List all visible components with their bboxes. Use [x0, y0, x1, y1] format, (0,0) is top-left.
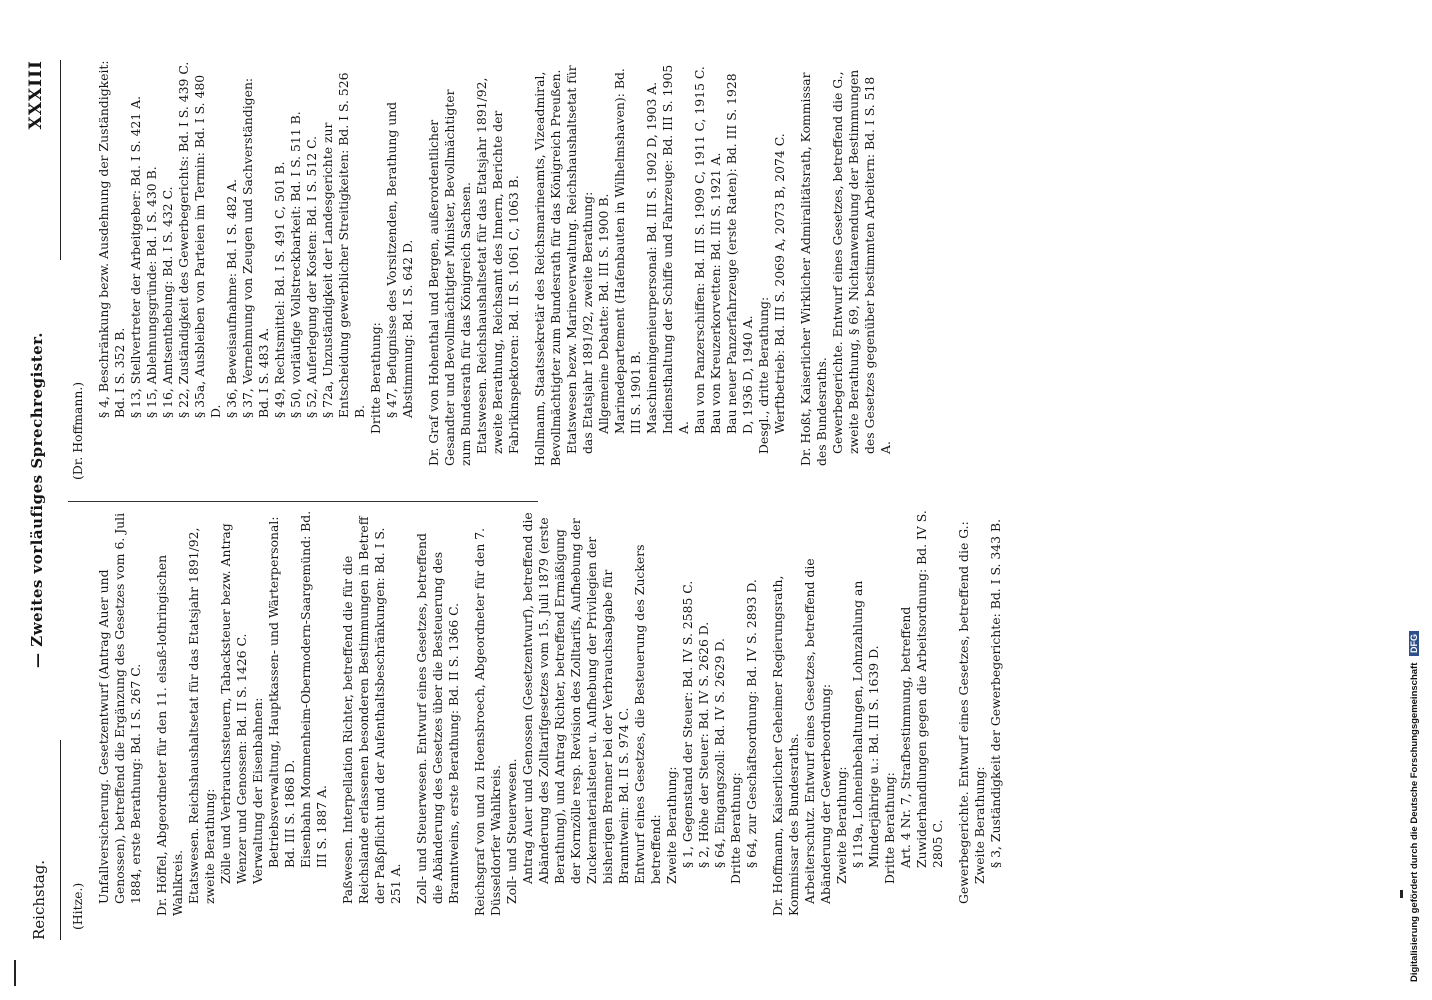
register-entry — [770, 510, 946, 930]
entry-line: § 36, Beweisaufnahme: Bd. I S. 482 A. — [224, 178, 239, 418]
entry-heading: Reichsgraf von und zu Hoensbroech, Abgeordneter für den 7. Düsseldorfer Wahlkreis. — [472, 527, 503, 916]
entry-heading: Dr. Graf von Hohenthal und Bergen, außerordentlicher Gesandter und Bevollmächtigter Minister, Bevollmächtigter zum Bundesrath für das Königreich Sachsen. — [426, 89, 473, 466]
entry-heading: Dr. Hoßt, Kaiserlicher Wirklicher Admiralitätsrath, Kommissar des Bundesraths. — [798, 72, 829, 466]
entry-heading: Gewerbegerichte. Entwurf eines Gesetzes, betreffend die G.: — [956, 521, 971, 904]
column-separator — [68, 501, 538, 502]
scan-edge-mark — [14, 960, 16, 986]
entry-heading: (Hitze.) — [70, 882, 85, 930]
entry-heading: Paßwesen. Interpellation Richter, betreffend die für die Reichslande erlassenen besonderen Bestimmungen in Betreff der Paßpflicht und der Aufenthaltsbeschränkungen: Bd. I S. 251 A. — [340, 516, 403, 904]
entry-line: Werftbetrieb: Bd. III S. 2069 A, 2073 B, 2074 C. — [772, 133, 787, 434]
page-number: XXXIII — [26, 60, 46, 130]
digitization-note — [1409, 20, 1423, 980]
entry-line: § 13, Stellvertreter der Arbeitgeber: Bd. I S. 421 A. — [128, 95, 143, 418]
entry-line: Etatswesen bezw. Marineverwaltung. Reichshaushaltsetat für das Etatsjahr 1891/92, zweite Berathung: — [564, 65, 595, 454]
right-column — [70, 60, 904, 480]
scan-speck — [1400, 890, 1403, 898]
entry-line: Entwurf eines Gesetzes, die Besteuerung des Zuckers betreffend: — [632, 544, 663, 884]
entry-line: Zölle und Verbrauchssteuern, Tabacksteuer bezw. Antrag Wenzer und Genossen: Bd. II S. 1426 C. — [218, 523, 249, 884]
entry-line: § 49, Rechtsmittel: Bd. I S. 491 C, 501 B. — [272, 161, 287, 418]
register-entry — [414, 510, 462, 930]
header-title: — Zweites vorläufiges Sprechregister. — [28, 332, 46, 668]
entry-line: § 2, Höhe der Steuer: Bd. IV S. 2626 D. — [696, 621, 711, 868]
page-header — [24, 40, 54, 960]
entry-line: Zoll- und Steuerwesen. — [504, 758, 519, 904]
register-entry — [96, 60, 416, 480]
entry-line: § 3, Zuständigkeit der Gewerbegerichte: Bd. I S. 343 B. — [988, 518, 1003, 868]
entry-line: Art. 4 Nr. 7, Strafbestimmung, betreffend Zuwiderhandlungen gegen die Arbeitsordnung: Bd. IV S. 2805 C. — [898, 510, 945, 868]
entry-line: § 119a, Lohneinbehaltungen, Lohnzahlung an Minderjährige u.: Bd. III S. 1639 D. — [850, 580, 881, 868]
entry-line: Dritte Berathung: — [728, 772, 743, 884]
header-rule-right — [60, 60, 61, 260]
entry-line: Zweite Berathung: — [834, 766, 849, 884]
register-entry — [70, 510, 86, 930]
entry-line: Zweite Berathung: — [664, 766, 679, 884]
entry-line: Zweite Berathung: — [972, 766, 987, 884]
entry-heading: Dr. Hoffmann, Kaiserlicher Geheimer Regierungsrath, Kommissar des Bundesraths. — [770, 575, 801, 916]
entry-line: § 50, vorläufige Vollstreckbarkeit: Bd. I S. 511 B. — [288, 111, 303, 418]
dfg-logo: DFG — [1409, 631, 1419, 656]
entry-line: Betriebsverwaltung, Hauptkassen- und Wärterpersonal: Bd. III S. 1868 D. — [266, 516, 297, 868]
entry-line: Dritte Berathung: — [882, 772, 897, 884]
register-entry — [956, 510, 1004, 930]
entry-line: Eisenbahn Mommenheim-Obermodern-Saargemünd: Bd. III S. 1887 A. — [298, 510, 329, 868]
register-entry — [798, 60, 894, 480]
entry-line: Bau neuer Panzerfahrzeuge (erste Raten): Bd. III S. 1928 D, 1936 D, 1940 A. — [724, 73, 755, 434]
entry-heading: Hollmann, Staatssekretär des Reichsmarineamts, Vizeadmiral, Bevollmächtigter zum Bundesrath für das Königreich Preußen. — [532, 69, 563, 466]
register-entry — [70, 60, 86, 480]
register-entry — [426, 60, 522, 480]
register-entry — [96, 510, 144, 930]
entry-line: Verwaltung der Eisenbahnen: — [250, 697, 265, 884]
entry-line: Arbeiterschutz. Entwurf eines Gesetzes, betreffend die Abänderung der Gewerbeordnung: — [802, 558, 833, 904]
entry-line: Gewerbegerichte. Entwurf eines Gesetzes, betreffend die G., zweite Berathung, § 69, Nichtanwendung der Bestimmungen des Gesetzes gegenüber bestimmten Arbeitern: Bd. I S. 518 A. — [830, 69, 893, 454]
entry-line: § 16, Amtsenthebung: Bd. I S. 432 C. — [160, 186, 175, 418]
entry-heading: § 4, Beschränkung bezw. Ausdehnung der Zuständigkeit: Bd. I S. 352 B. — [96, 60, 127, 418]
entry-line: Bau von Kreuzerkorvetten: Bd. III S. 1921 A. — [708, 152, 723, 434]
entry-line: § 47, Befugnisse des Vorsitzenden, Berathung und Abstimmung: Bd. I S. 642 D. — [384, 101, 415, 418]
entry-line: § 15, Ablehnungsgründe: Bd. I S. 430 B. — [144, 166, 159, 418]
entry-line: § 1, Gegenstand der Steuer: Bd. IV S. 2585 C. — [680, 580, 695, 868]
entry-line: § 37, Vernehmung von Zeugen und Sachverständigen: Bd. I S. 483 A. — [240, 77, 271, 418]
entry-heading: Unfallversicherung. Gesetzentwurf (Antrag Auer und Genossen), betreffend die Ergänzung des Gesetzes vom 6. Juli 1884, erste Berathung: Bd. I S. 267 C. — [96, 512, 143, 904]
entry-heading: Zoll- und Steuerwesen. Entwurf eines Gesetzes, betreffend die Abänderung des Gesetzes über die Besteuerung des Branntweins, erste Berathung: Bd. II S. 1366 C. — [414, 533, 461, 904]
digitization-text: Digitalisierung gefördert durch die Deutsche Forschungsgemeinschaft — [1409, 662, 1420, 982]
entry-line: § 22, Zuständigkeit des Gewerbegerichts: Bd. I S. 439 C. — [176, 61, 191, 418]
entry-line: § 52, Auferlegung der Kosten: Bd. I S. 512 C. — [304, 135, 319, 418]
entry-line: § 72a, Unzuständigkeit der Landesgerichte zur Entscheidung gewerblicher Streitigkeiten: Bd. I S. 526 B. — [320, 72, 367, 418]
entry-line: Desgl., dritte Berathung: — [756, 296, 771, 454]
entry-heading: (Dr. Hoffmann.) — [70, 381, 85, 480]
entry-line: Etatswesen. Reichshaushaltsetat für das Etatsjahr 1891/92, zweite Berathung: — [186, 527, 217, 904]
entry-line: § 35a, Ausbleiben von Parteien im Termin: Bd. I S. 480 D. — [192, 74, 223, 418]
register-entry — [340, 510, 404, 930]
header-left: Reichstag. — [30, 859, 48, 940]
entry-line: Dritte Berathung: — [368, 322, 383, 434]
entry-line: Antrag Auer und Genossen (Gesetzentwurf), betreffend die Abänderung des Zolltarifgesetzes vom 15. Juli 1879 (erste Berathung), und Antrag Richter, betreffend Ermäßigung der Kornzölle resp. Revision des Zolltarifs, Aufhebung der Zuckermaterialsteuer u. Aufhebung der Privilegien der bisherigen Brenner bei der Verbrauchsabgabe für Branntwein: Bd. II S. 974 C. — [520, 512, 631, 884]
register-entry — [154, 510, 330, 930]
entry-line: Maschineningenieurpersonal: Bd. III S. 1902 D, 1903 A. — [644, 81, 659, 434]
left-column — [70, 510, 1014, 930]
entry-line: Indiensthaltung der Schiffe und Fahrzeuge: Bd. III S. 1905 A. — [660, 64, 691, 434]
entry-line: § 64, Eingangszoll: Bd. IV S. 2629 D. — [712, 638, 727, 868]
entry-line: § 64, zur Geschäftsordnung: Bd. IV S. 2893 D. — [744, 579, 759, 868]
header-rule-left — [60, 740, 61, 940]
entry-heading: Dr. Höffel, Abgeordneter für den 11. elsaß-lothringischen Wahlkreis. — [154, 554, 185, 916]
register-entry — [532, 60, 788, 480]
entry-line: Allgemeine Debatte: Bd. III S. 1900 B. — [596, 193, 611, 434]
entry-line: Etatswesen. Reichshaushaltsetat für das Etatsjahr 1891/92, zweite Berathung, Reichsamt des Innern, Berichte der Fabrikinspektoren: Bd. II S. 1061 C, 1063 B. — [474, 77, 521, 454]
entry-line: Marinedepartement (Hafenbauten in Wilhelmshaven): Bd. III S. 1901 B. — [612, 68, 643, 434]
entry-line: Bau von Panzerschiffen: Bd. III S. 1909 C, 1911 C, 1915 C. — [692, 66, 707, 434]
register-entry — [472, 510, 760, 930]
